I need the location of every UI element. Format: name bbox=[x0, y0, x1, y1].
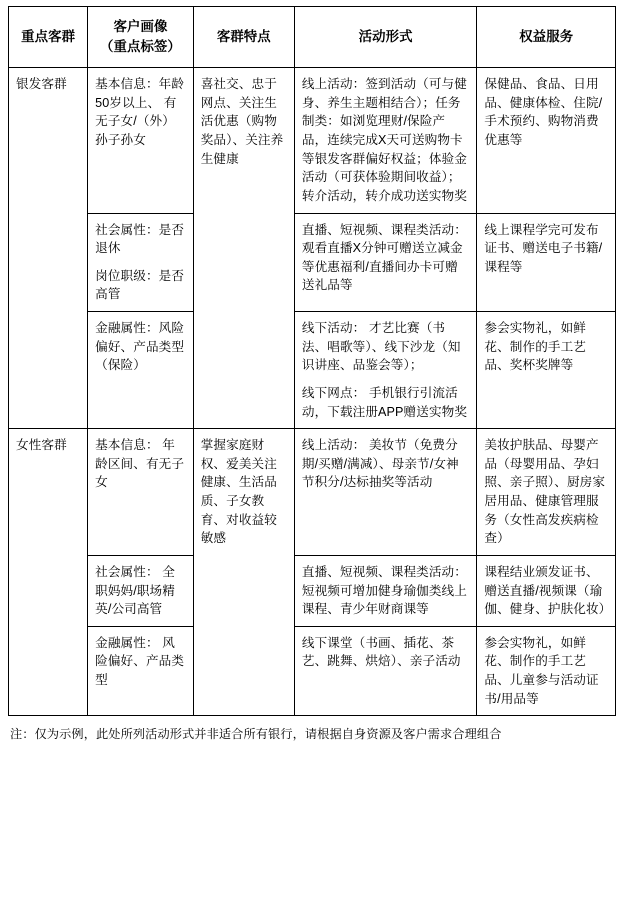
activity-cell: 线下活动： 才艺比赛（书法、唱歌等）、线下沙龙（知识讲座、品鉴会等）； 线下网点： 手机银行引流活动，下载注册APP赠送实物奖 bbox=[294, 312, 477, 429]
segment-name-silver: 银发客群 bbox=[9, 68, 88, 429]
profile-cell: 社会属性： 全职妈妈/职场精英/公司高管 bbox=[88, 555, 194, 626]
line-gap bbox=[302, 375, 471, 384]
table-footnote: 注：仅为示例，此处所列活动形式并非适合所有银行，请根据自身资源及客户需求合理组合 bbox=[10, 727, 502, 742]
table-row bbox=[9, 213, 616, 312]
benefits-cell: 美妆护肤品、母婴产品（母婴用品、孕妇照、亲子照）、厨房家居用品、健康管理服务（女性高发疾病检查） bbox=[477, 429, 616, 556]
segment-name-female: 女性客群 bbox=[9, 429, 88, 716]
table-row bbox=[9, 68, 616, 213]
profile-cell: 基本信息： 年龄区间、有无子女 bbox=[88, 429, 194, 556]
activity-cell: 直播、短视频、课程类活动： 短视频可增加健身瑜伽类线上课程、青少年财商课等 bbox=[294, 555, 477, 626]
activity-cell: 直播、短视频、课程类活动：观看直播X分钟可赠送立减金等优惠福利/直播间办卡可赠送礼品等 bbox=[294, 213, 477, 312]
customer-segment-table bbox=[8, 6, 616, 716]
line-gap bbox=[95, 258, 187, 267]
header-key-segment: 重点客群 bbox=[9, 7, 88, 68]
profile-cell: 金融属性： 风险偏好、产品类型 bbox=[88, 626, 194, 716]
traits-cell-silver: 喜社交、忠于网点、关注生活优惠（购物奖品）、关注养生健康 bbox=[193, 68, 294, 429]
benefits-cell: 参会实物礼，如鲜花、制作的手工艺品、奖杯奖牌等 bbox=[477, 312, 616, 429]
table-header bbox=[9, 7, 616, 68]
activity-cell: 线上活动： 美妆节（免费分期/买赠/满减）、母亲节/女神节积分/达标抽奖等活动 bbox=[294, 429, 477, 556]
activity-cell: 线上活动：签到活动（可与健身、养生主题相结合）；任务制类：如浏览理财/保险产品，连续完成X天可送购物卡等银发客群偏好权益；体验金活动（可获体验期间收益）；转介活动，转介成功送实物奖 bbox=[294, 68, 477, 213]
table-row bbox=[9, 429, 616, 556]
table-row bbox=[9, 626, 616, 716]
benefits-cell: 保健品、食品、日用品、健康体检、住院/手术预约、购物消费优惠等 bbox=[477, 68, 616, 213]
header-activity-format: 活动形式 bbox=[294, 7, 477, 68]
profile-cell: 基本信息：年龄50岁以上、 有无子女/（外）孙子孙女 bbox=[88, 68, 194, 213]
benefits-cell: 参会实物礼，如鲜花、制作的手工艺品、儿童参与活动证书/用品等 bbox=[477, 626, 616, 716]
table-header-row bbox=[9, 7, 616, 68]
table-row bbox=[9, 555, 616, 626]
benefits-cell: 线上课程学完可发布证书、赠送电子书籍/课程等 bbox=[477, 213, 616, 312]
activity-cell: 线下课堂（书画、插花、茶艺、跳舞、烘焙）、亲子活动 bbox=[294, 626, 477, 716]
table-body bbox=[9, 68, 616, 716]
benefits-cell: 课程结业颁发证书、赠送直播/视频课（瑜伽、健身、护肤化妆） bbox=[477, 555, 616, 626]
table-row bbox=[9, 312, 616, 429]
traits-cell-female: 掌握家庭财权、爱美关注健康、生活品质、子女教育、对收益较敏感 bbox=[193, 429, 294, 716]
header-benefit-service: 权益服务 bbox=[477, 7, 616, 68]
profile-cell: 金融属性：风险偏好、产品类型（保险） bbox=[88, 312, 194, 429]
profile-cell: 社会属性：是否退休 岗位职级：是否高管 bbox=[88, 213, 194, 312]
header-customer-profile: 客户画像 （重点标签） bbox=[88, 7, 194, 68]
header-segment-traits: 客群特点 bbox=[193, 7, 294, 68]
